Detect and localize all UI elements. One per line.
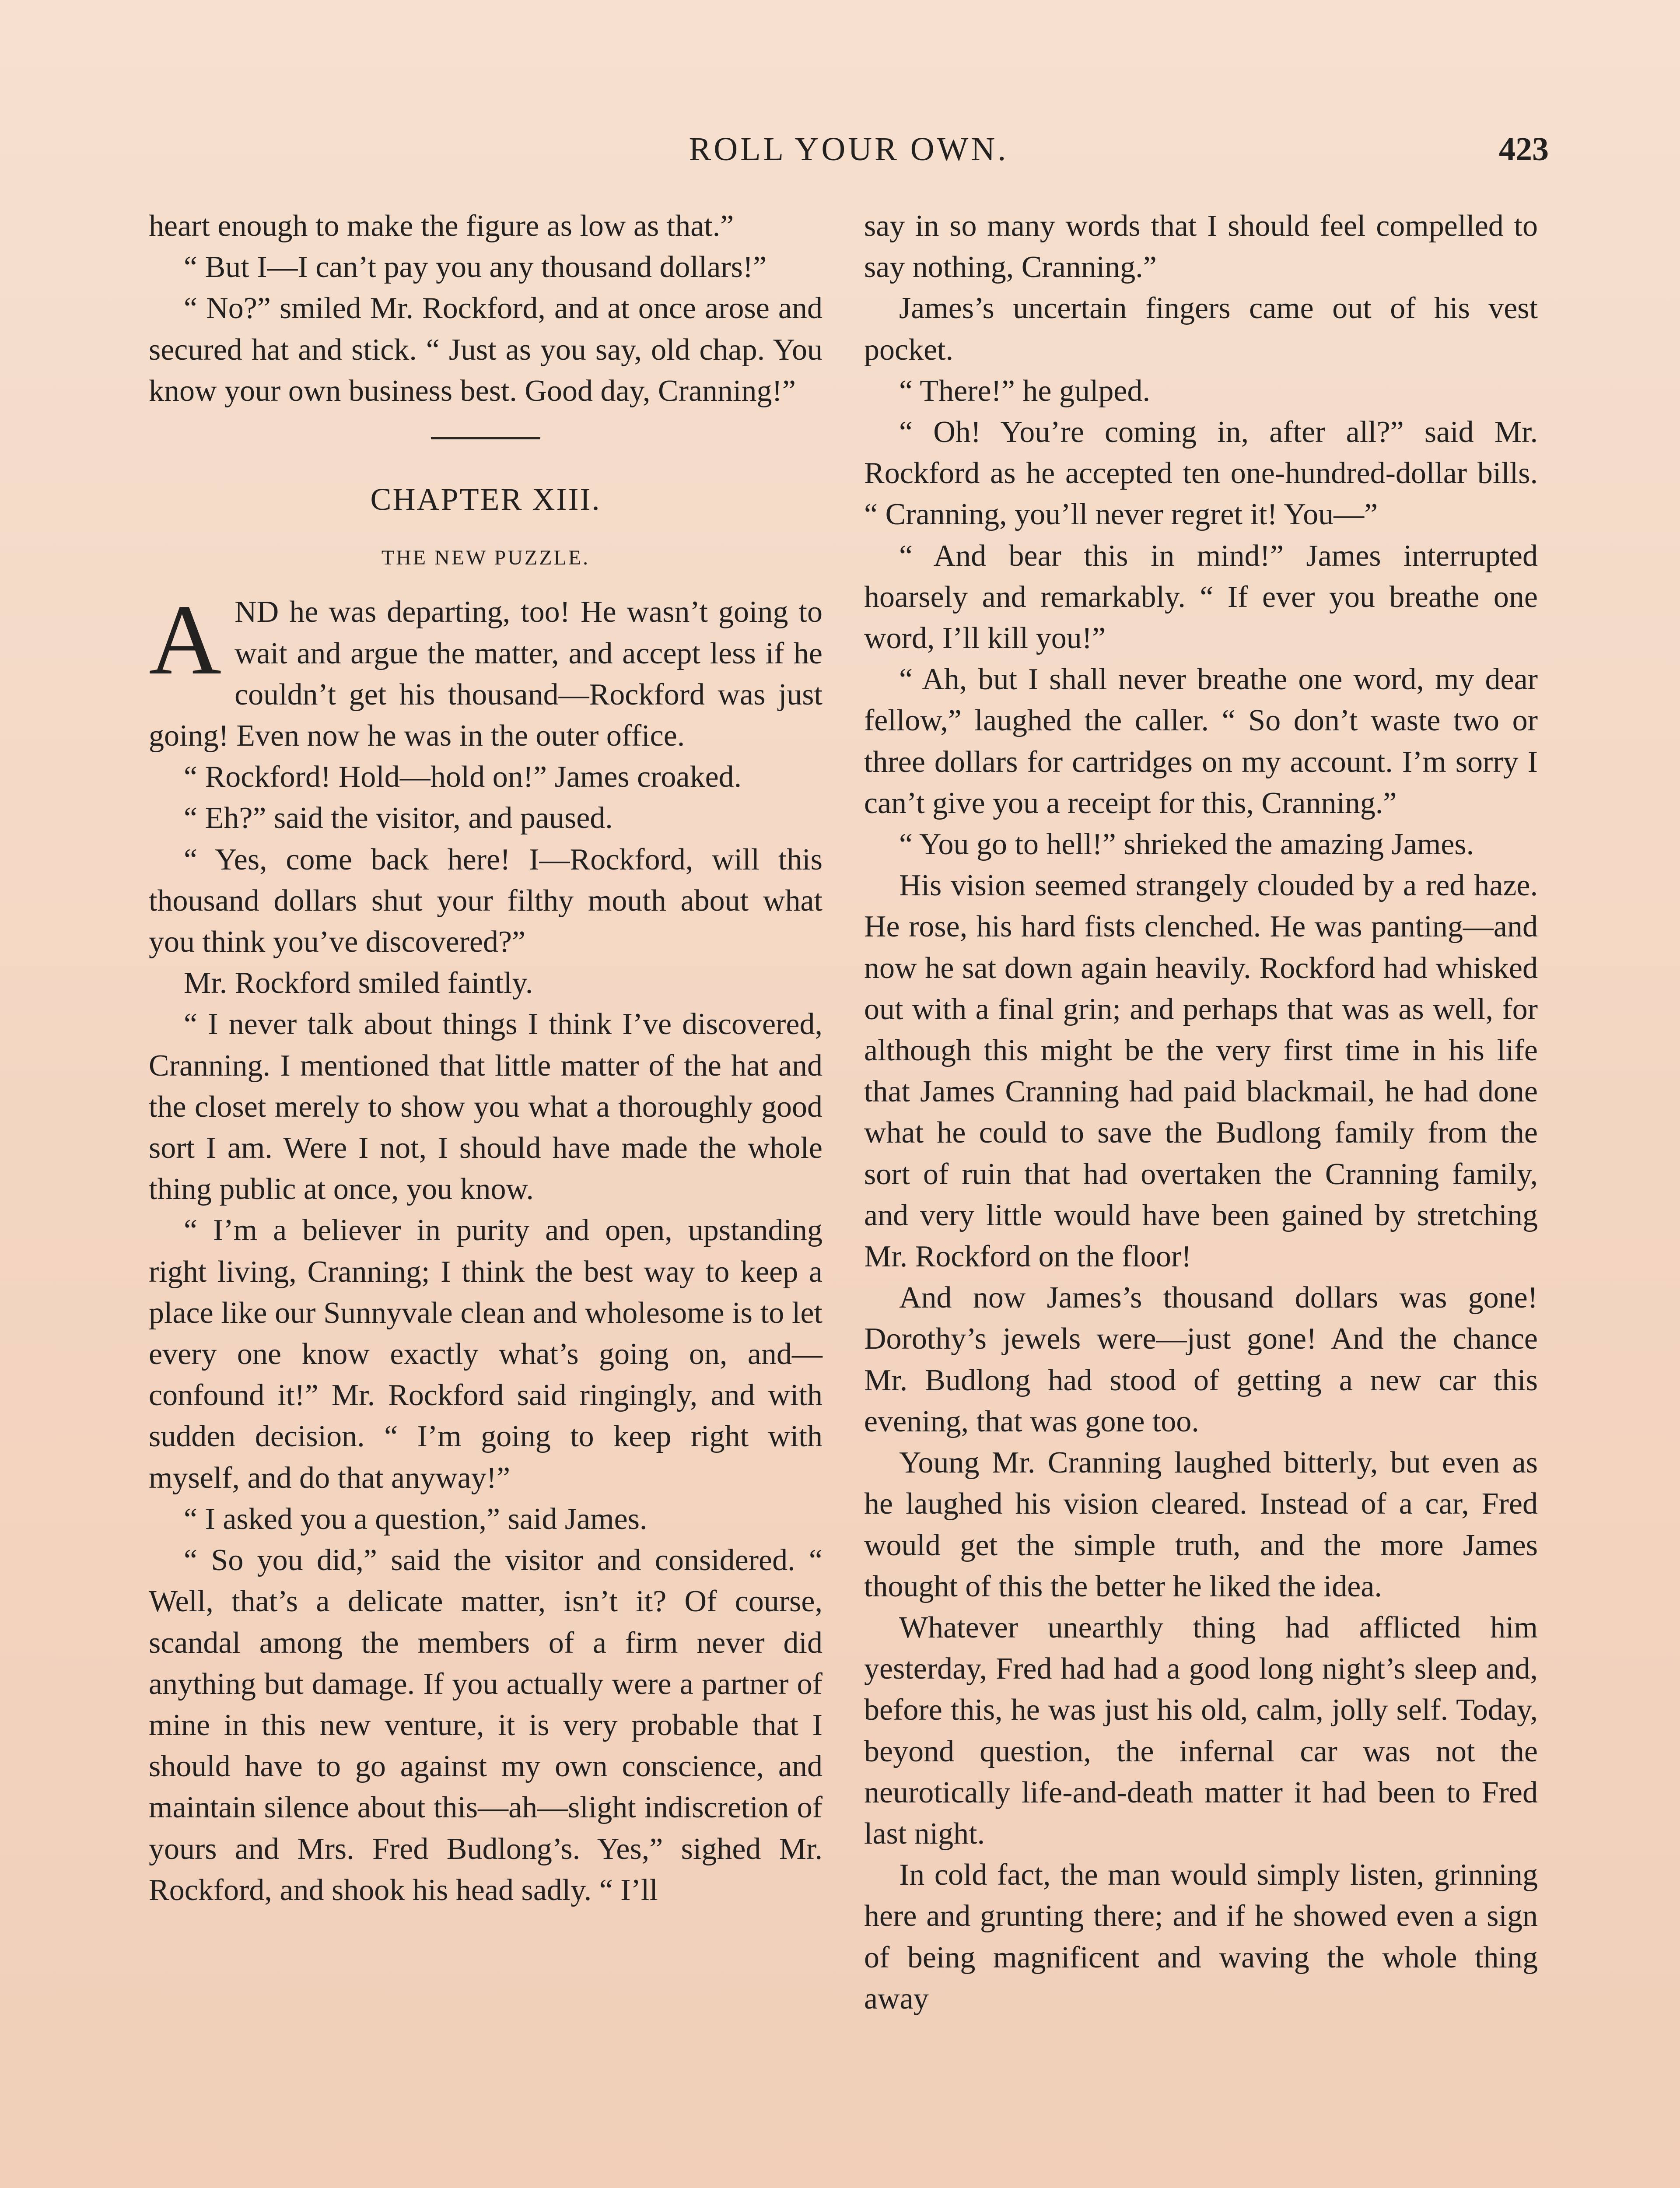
paragraph: Young Mr. Cranning laughed bitterly, but even as he laughed his vision cleared. Instead of a car, Fred would get the simple truth, and the more James thought of this the better he liked the idea. xyxy=(864,1446,1538,1603)
paragraph: “ No?” smiled Mr. Rockford, and at once arose and secured hat and stick. “ Just as you say, old chap. You know your own business best. Good day, Cranning!” xyxy=(149,291,822,408)
drop-cap-letter: A xyxy=(149,584,222,696)
right-column xyxy=(864,206,1538,2020)
page-header xyxy=(149,130,1549,179)
paragraph: And now James’s thousand dollars was gone! Dorothy’s jewels were—just gone! And the chance Mr. Budlong had stood of getting a new car this evening, that was gone too. xyxy=(864,1281,1538,1438)
paragraph: His vision seemed strangely clouded by a red haze. He rose, his hard fists clenched. He was panting—and now he sat down again heavily. Rockford had whisked out with a final grin; and perhaps that was as well, for although this might be the very first time in his life that James Cranning had paid blackmail, he had done what he could to save the Budlong family from the sort of ruin that had overtaken the Cranning family, and very little would have been gained by stretching Mr. Rockford on the floor! xyxy=(864,869,1538,1274)
chapter-subtitle-text: THE NEW PUZZLE. xyxy=(381,546,590,570)
paragraph: “ Yes, come back here! I—Rockford, will this thousand dollars shut your filthy mouth about what you think you’ve discovered?” xyxy=(149,842,822,959)
paragraph: “ I asked you a question,” said James. xyxy=(184,1502,648,1536)
paragraph: “ There!” he gulped. xyxy=(899,374,1150,408)
paragraph: heart enough to make the figure as low as that.” xyxy=(149,209,734,243)
paragraph: Whatever unearthly thing had afflicted him yesterday, Fred had had a good long night’s sleep and, before this, he was just his old, calm, jolly self. Today, beyond question, the infernal car was not the neurotically life-and-death matter it had been to Fred last night. xyxy=(864,1610,1538,1851)
paragraph: James’s uncertain fingers came out of his vest pocket. xyxy=(864,291,1538,367)
left-column xyxy=(149,206,822,1911)
paragraph: “ Eh?” said the visitor, and paused. xyxy=(184,801,613,835)
paragraph: “ So you did,” said the visitor and considered. “ Well, that’s a delicate matter, isn’t it? Of course, scandal among the members of a firm never did anything but damage. If you actually were a partner of mine in this new venture, it is very probable that I should have to go against my own conscience, and maintain silence about this—ah—slight indiscretion of yours and Mrs. Fred Budlong’s. Yes,” sighed Mr. Rockford, and shook his head sadly. “ I’ll xyxy=(149,1543,822,1907)
paragraph: “ And bear this in mind!” James interrupted hoarsely and remarkably. “ If ever you breathe one word, I’ll kill you!” xyxy=(864,539,1538,656)
paragraph: “ Oh! You’re coming in, after all?” said Mr. Rockford as he accepted ten one-hundred-dollar bills. “ Cranning, you’ll never regret it! You—” xyxy=(864,415,1538,532)
running-title: ROLL YOUR OWN. xyxy=(689,131,1009,168)
paragraph: “ I’m a believer in purity and open, upstanding right living, Cranning; I think the best way to keep a place like our Sunnyvale clean and wholesome is to let every one know exactly what’s going on, and—confound it!” Mr. Rockford said ringingly, and with sudden decision. “ I’m going to keep right with myself, and do that anyway!” xyxy=(149,1213,822,1495)
chapter-subtitle xyxy=(149,537,822,579)
chapter-opening-paragraph xyxy=(149,584,822,757)
paragraph: Mr. Rockford smiled faintly. xyxy=(184,966,533,1000)
paragraph: say in so many words that I should feel compelled to say nothing, Cranning.” xyxy=(864,209,1538,284)
paragraph: “ Rockford! Hold—hold on!” James croaked. xyxy=(184,760,742,794)
paragraph: “ You go to hell!” shrieked the amazing James. xyxy=(899,828,1474,862)
paragraph: In cold fact, the man would simply listen, grinning here and grunting there; and if he showed even a sign of being magnificent and waving the whole thing away xyxy=(864,1858,1538,2016)
section-divider xyxy=(431,437,540,439)
chapter-title: CHAPTER XIII. xyxy=(370,482,601,517)
paragraph: “ Ah, but I shall never breathe one word, my dear fellow,” laughed the caller. “ So don’t waste two or three dollars for cartridges on my account. I’m sorry I can’t give you a receipt for this, Cranning.” xyxy=(864,663,1538,820)
paragraph: “ I never talk about things I think I’ve discovered, Cranning. I mentioned that little matter of the hat and the closet merely to show you what a thoroughly good sort I am. Were I not, I should have made the whole thing public at once, you know. xyxy=(149,1007,822,1206)
paragraph: “ But I—I can’t pay you any thousand dollars!” xyxy=(184,250,767,284)
paragraph-text: ND he was departing, too! He wasn’t going to wait and argue the matter, and accept less if he couldn’t get his thousand—Rockford was just going! Even now he was in the outer office. xyxy=(149,595,822,753)
page-number: 423 xyxy=(1499,131,1549,168)
